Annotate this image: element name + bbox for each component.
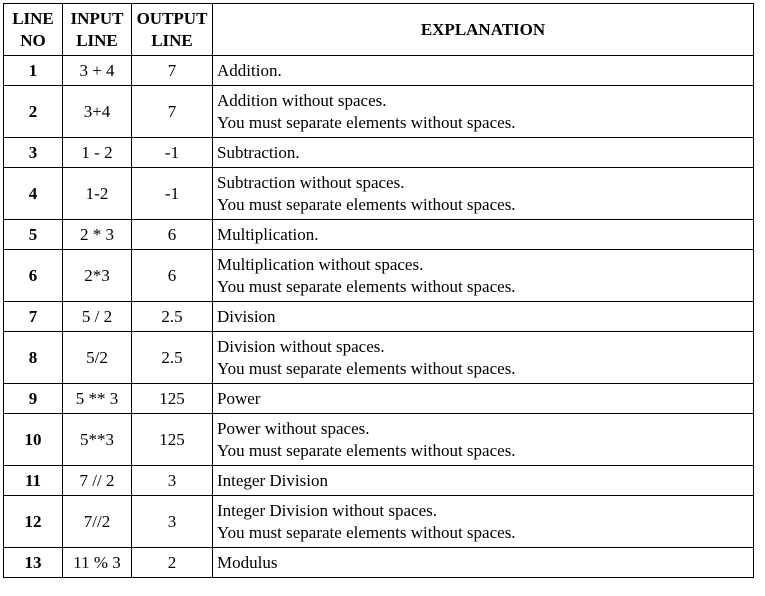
- line-no-cell: 11: [4, 466, 63, 496]
- explanation-line: Addition without spaces.: [217, 90, 387, 110]
- header-row: [4, 4, 754, 56]
- input-cell: 7 // 2: [63, 466, 132, 496]
- explanation-line: You must separate elements without spaces.: [217, 440, 516, 460]
- output-cell: -1: [132, 168, 213, 220]
- explanation-cell: [213, 332, 754, 384]
- output-cell: 7: [132, 86, 213, 138]
- input-cell: 2 * 3: [63, 220, 132, 250]
- table-row: [4, 138, 754, 168]
- table-row: [4, 86, 754, 138]
- output-cell: 3: [132, 496, 213, 548]
- output-cell: 2.5: [132, 332, 213, 384]
- explanation-line: Integer Division without spaces.: [217, 500, 438, 520]
- table-row: [4, 466, 754, 496]
- input-cell: 2*3: [63, 250, 132, 302]
- explanation-cell: [213, 548, 754, 578]
- table-row: [4, 220, 754, 250]
- explanation-line: Multiplication.: [217, 224, 319, 244]
- header-input-line: INPUT LINE: [63, 4, 132, 56]
- explanation-cell: [213, 220, 754, 250]
- table-row: [4, 496, 754, 548]
- output-cell: -1: [132, 138, 213, 168]
- table-body: [4, 56, 754, 578]
- explanation-cell: [213, 384, 754, 414]
- output-cell: 2: [132, 548, 213, 578]
- explanation-line: Addition.: [217, 60, 282, 80]
- output-cell: 2.5: [132, 302, 213, 332]
- line-no-cell: 1: [4, 56, 63, 86]
- output-cell: 6: [132, 220, 213, 250]
- explanation-cell: [213, 496, 754, 548]
- explanation-cell: [213, 56, 754, 86]
- input-cell: 5 ** 3: [63, 384, 132, 414]
- table-row: [4, 302, 754, 332]
- explanation-cell: [213, 466, 754, 496]
- explanation-line: Power: [217, 388, 261, 408]
- explanation-line: You must separate elements without spaces.: [217, 112, 516, 132]
- line-no-cell: 3: [4, 138, 63, 168]
- explanation-line: You must separate elements without spaces.: [217, 276, 516, 296]
- output-cell: 3: [132, 466, 213, 496]
- explanation-line: You must separate elements without spaces.: [217, 194, 516, 214]
- explanation-line: Division without spaces.: [217, 336, 385, 356]
- input-cell: 7//2: [63, 496, 132, 548]
- line-no-cell: 10: [4, 414, 63, 466]
- operators-table: [3, 3, 754, 578]
- input-cell: 1 - 2: [63, 138, 132, 168]
- output-cell: 6: [132, 250, 213, 302]
- explanation-cell: [213, 414, 754, 466]
- line-no-cell: 9: [4, 384, 63, 414]
- input-cell: 5 / 2: [63, 302, 132, 332]
- table-row: [4, 384, 754, 414]
- table-row: [4, 56, 754, 86]
- explanation-line: Power without spaces.: [217, 418, 370, 438]
- table-row: [4, 548, 754, 578]
- header-output-line: OUTPUT LINE: [132, 4, 213, 56]
- explanation-cell: [213, 138, 754, 168]
- line-no-cell: 13: [4, 548, 63, 578]
- line-no-cell: 4: [4, 168, 63, 220]
- explanation-line: You must separate elements without spaces.: [217, 358, 516, 378]
- output-cell: 125: [132, 384, 213, 414]
- header-line-no: LINE NO: [4, 4, 63, 56]
- line-no-cell: 5: [4, 220, 63, 250]
- explanation-cell: [213, 302, 754, 332]
- explanation-line: You must separate elements without spaces.: [217, 522, 516, 542]
- table-row: [4, 250, 754, 302]
- line-no-cell: 8: [4, 332, 63, 384]
- line-no-cell: 12: [4, 496, 63, 548]
- input-cell: 1-2: [63, 168, 132, 220]
- line-no-cell: 6: [4, 250, 63, 302]
- explanation-line: Subtraction.: [217, 142, 300, 162]
- line-no-cell: 2: [4, 86, 63, 138]
- input-cell: 3 + 4: [63, 56, 132, 86]
- header-explanation: EXPLANATION: [213, 4, 754, 56]
- explanation-line: Subtraction without spaces.: [217, 172, 405, 192]
- explanation-line: Integer Division: [217, 470, 328, 490]
- input-cell: 5/2: [63, 332, 132, 384]
- input-cell: 3+4: [63, 86, 132, 138]
- table-row: [4, 414, 754, 466]
- input-cell: 11 % 3: [63, 548, 132, 578]
- explanation-cell: [213, 86, 754, 138]
- explanation-line: Modulus: [217, 552, 278, 572]
- table-row: [4, 332, 754, 384]
- line-no-cell: 7: [4, 302, 63, 332]
- explanation-line: Division: [217, 306, 276, 326]
- explanation-cell: [213, 250, 754, 302]
- output-cell: 7: [132, 56, 213, 86]
- explanation-cell: [213, 168, 754, 220]
- explanation-line: Multiplication without spaces.: [217, 254, 424, 274]
- input-cell: 5**3: [63, 414, 132, 466]
- table-row: [4, 168, 754, 220]
- output-cell: 125: [132, 414, 213, 466]
